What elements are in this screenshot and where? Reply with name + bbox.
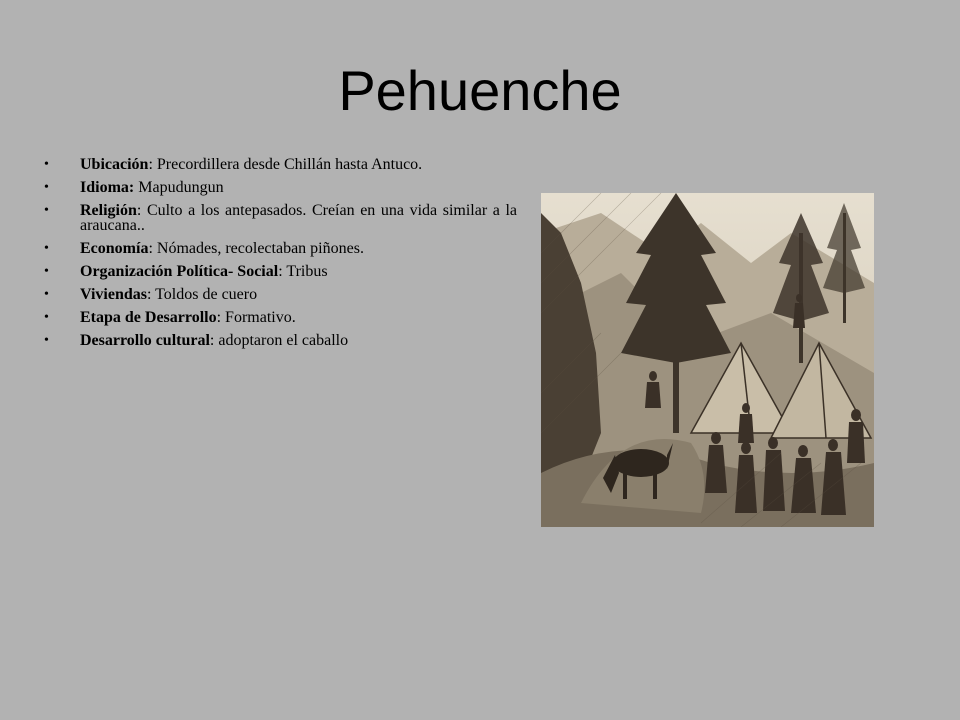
bullet-label: Economía [80, 240, 149, 257]
bullet-item-viviendas [44, 287, 517, 302]
bullet-separator: : [136, 202, 147, 219]
bullet-text: adoptaron el caballo [218, 332, 349, 349]
bullet-separator: : [216, 309, 226, 326]
bullet-text: Formativo. [225, 309, 296, 326]
bullet-separator: : [209, 332, 219, 349]
bullet-item-etapa [44, 310, 517, 325]
bullet-label: Organización Política- Social [80, 263, 279, 280]
bullet-item-religion [44, 203, 517, 233]
bullet-label: Ubicación [80, 156, 149, 173]
bullet-label: Viviendas [80, 286, 147, 303]
bullet-icon: • [44, 157, 49, 172]
bullet-icon: • [44, 287, 49, 302]
bullet-item-organizacion [44, 264, 517, 279]
bullet-label: Idioma: [80, 179, 135, 196]
bullet-text: Tribus [286, 263, 328, 280]
bullet-text: Nómades, recolectaban piñones. [156, 240, 364, 257]
bullet-label: Etapa de Desarrollo [80, 309, 217, 326]
pehuenche-camp-image [541, 193, 874, 527]
bullet-item-economia [44, 241, 517, 256]
slide-title: Pehuenche [338, 59, 622, 122]
bullet-item-desarrollo [44, 333, 517, 348]
bullet-separator: : [278, 263, 287, 280]
bullet-separator: : [146, 286, 156, 303]
bullet-icon: • [44, 333, 49, 348]
bullet-separator: : [148, 156, 157, 173]
bullet-list [44, 157, 517, 356]
engraving-illustration [541, 193, 874, 527]
bullet-text: Culto a los antepasados. Creían en una vida similar a la araucana.. [80, 202, 517, 234]
bullet-label: Religión [80, 202, 137, 219]
bullet-item-idioma [44, 180, 517, 195]
bullet-text: Toldos de cuero [155, 286, 258, 303]
bullet-label: Desarrollo cultural [80, 332, 210, 349]
bullet-text: Mapudungun [138, 179, 224, 196]
bullet-text: Precordillera desde Chillán hasta Antuco. [156, 156, 423, 173]
bullet-icon: • [44, 180, 49, 195]
bullet-separator: : [148, 240, 157, 257]
bullet-icon: • [44, 203, 49, 218]
bullet-icon: • [44, 264, 49, 279]
bullet-icon: • [44, 310, 49, 325]
bullet-item-ubicacion [44, 157, 517, 172]
bullet-icon: • [44, 241, 49, 256]
